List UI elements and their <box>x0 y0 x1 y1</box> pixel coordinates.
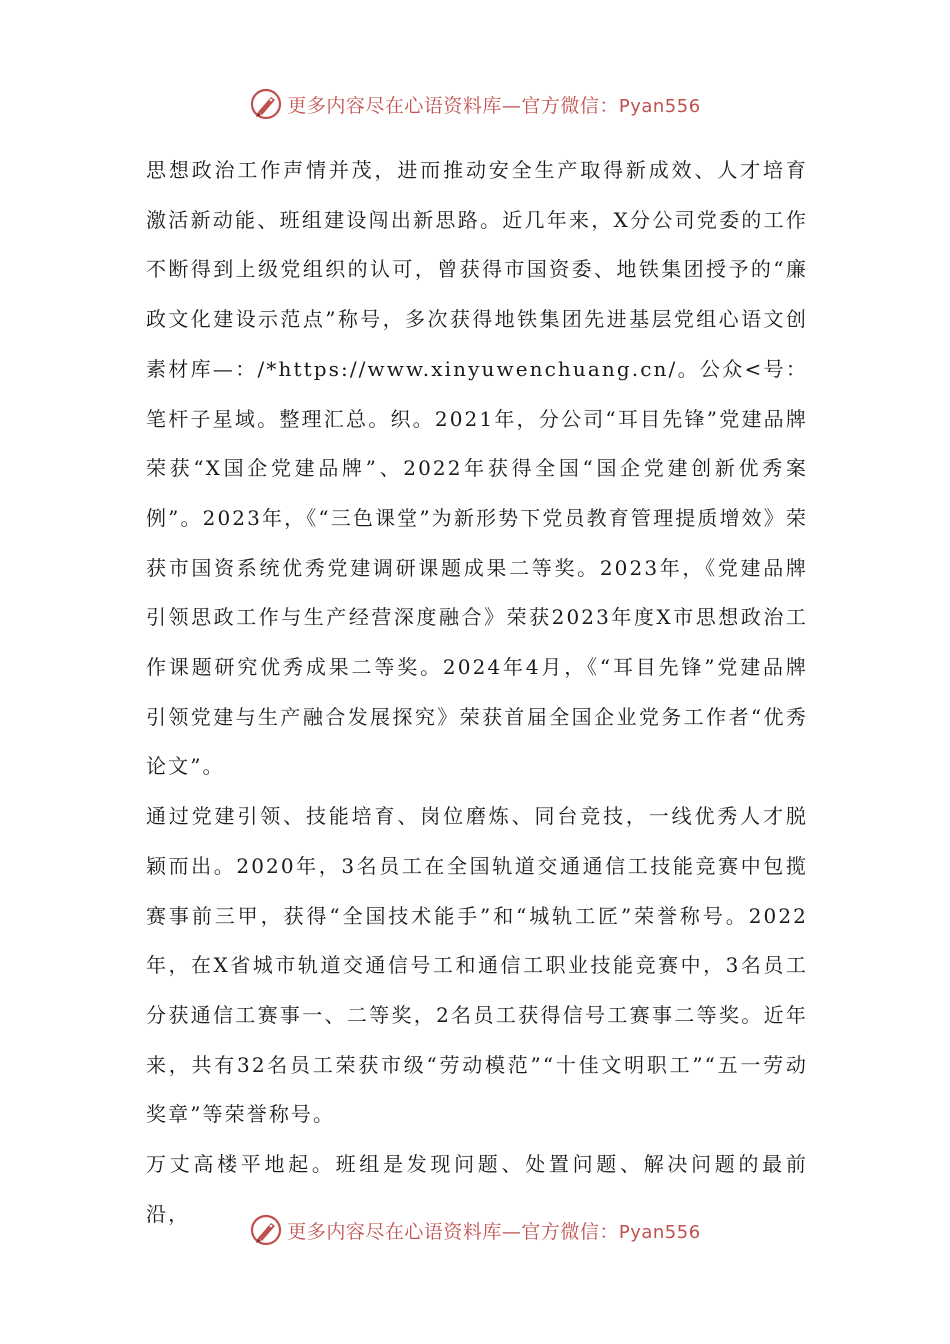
header-banner-label: 更多内容尽在心语资料库—官方微信： <box>287 94 619 117</box>
body-paragraph-1: 思想政治工作声情并茂，进而推动安全生产取得新成效、人才培育激活新动能、班组建设闯出新思路。近几年来，X分公司党委的工作不断得到上级党组织的认可，曾获得市国资委、地铁集团授予的“廉政文化建设示范点”称号，多次获得地铁集团先进基层党组心语文创素材库—：/*https://www.xinyuwenchuang.cn/。公众<号：笔杆子星域。整理汇总。织。2021年，分公司“耳目先锋”党建品牌荣获“X国企党建品牌”、2022年获得全国“国企党建创新优秀案例”。2023年，《“三色课堂”为新形势下党员教育管理提质增效》荣获市国资系统优秀党建调研课题成果二等奖。2023年，《党建品牌引领思政工作与生产经营深度融合》荣获2023年度X市思想政治工作课题研究优秀成果二等奖。2024年4月，《“耳目先锋”党建品牌引领党建与生产融合发展探究》荣获首届全国企业党务工作者“优秀论文”。 <box>146 158 808 779</box>
document-body <box>146 146 808 1239</box>
body-paragraph-2: 通过党建引领、技能培育、岗位磨炼、同台竞技，一线优秀人才脱颖而出。2020年，3名员工在全国轨道交通通信工技能竞赛中包揽赛事前三甲，获得“全国技术能手”和“城轨工匠”荣誉称号。2022年，在X省城市轨道交通信号工和通信工职业技能竞赛中，3名员工分获通信工赛事一、二等奖，2名员工获得信号工赛事二等奖。近年来，共有32名员工荣获市级“劳动模范”“十佳文明职工”“五一劳动奖章”等荣誉称号。 <box>146 804 808 1127</box>
pen-nib-logo-icon <box>249 87 283 121</box>
header-wechat-id: Pyan556 <box>618 95 701 117</box>
footer-banner-text <box>287 1217 700 1244</box>
body-paragraph-3: 万丈高楼平地起。班组是发现问题、处置问题、解决问题的最前沿， <box>146 1152 808 1226</box>
footer-wechat-id: Pyan556 <box>618 1221 701 1243</box>
header-banner-text <box>287 91 700 118</box>
footer-banner-label: 更多内容尽在心语资料库—官方微信： <box>287 1220 619 1243</box>
pen-nib-logo-icon <box>249 1213 283 1247</box>
footer-banner <box>0 1210 950 1250</box>
header-banner <box>0 84 950 124</box>
